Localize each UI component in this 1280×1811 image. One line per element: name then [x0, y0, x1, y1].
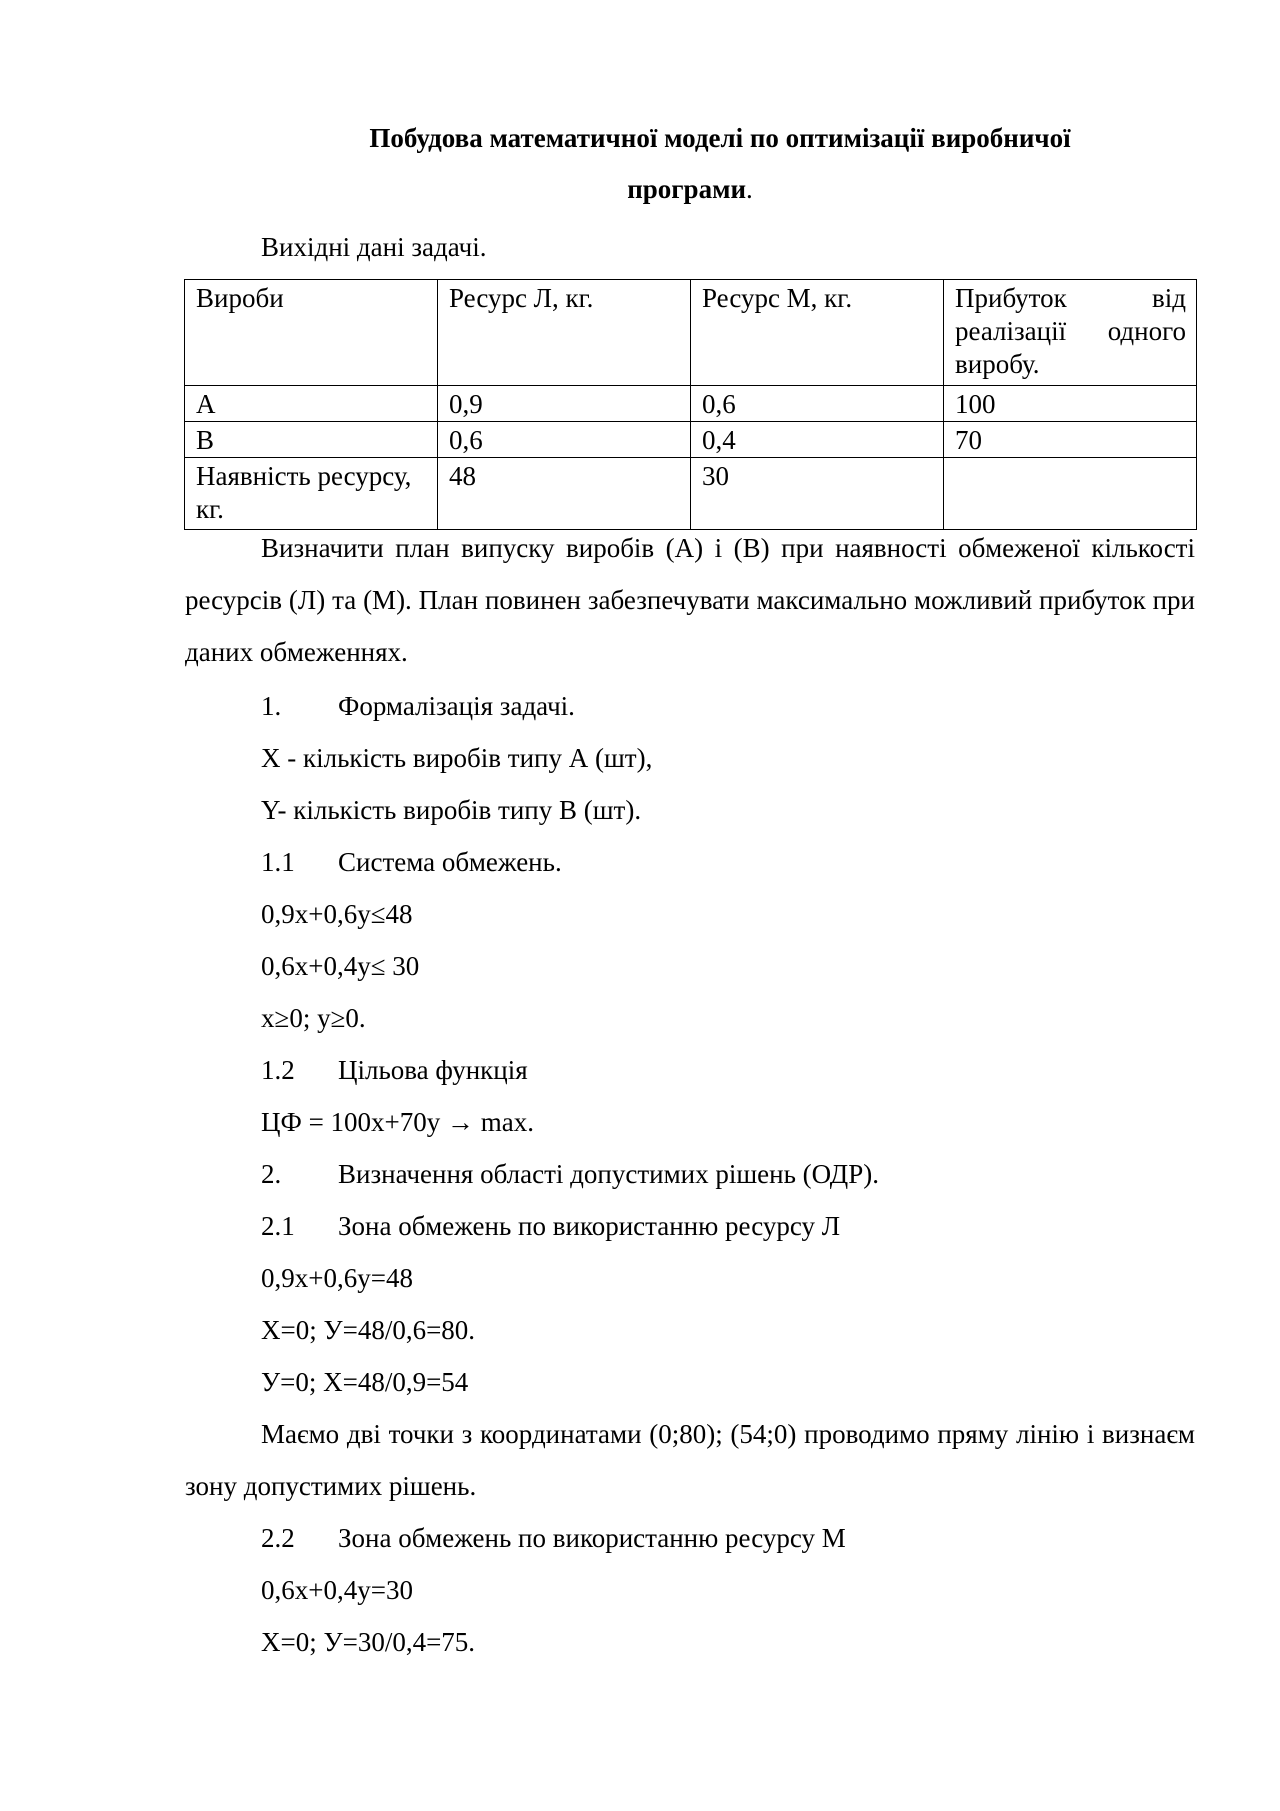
table-cell: 0,6 — [438, 422, 691, 458]
table-cell: 0,4 — [691, 422, 944, 458]
table-row — [185, 458, 1197, 530]
document-title-line1: Побудова математичної моделі по оптимізації виробничої — [369, 123, 1071, 153]
document-title-period: . — [746, 174, 753, 204]
constraint-1: 0,9x+0,6y≤48 — [261, 899, 413, 929]
table-cell: 48 — [438, 458, 691, 530]
section-number: 1. — [261, 691, 282, 721]
section-number: 1.2 — [261, 1055, 295, 1085]
constraint-2: 0,6x+0,4y≤ 30 — [261, 951, 420, 981]
section-number: 2.1 — [261, 1211, 295, 1241]
objective-function: ЦФ = 100x+70y → max. — [261, 1107, 535, 1137]
task-paragraph: Визначити план випуску виробів (А) і (В) при наявності обмеженої кількості ресурсів (Л) та (М). План повинен забезпечувати максимально можливий прибуток при даних обмеженнях. — [185, 533, 1195, 667]
section-number: 2.2 — [261, 1523, 295, 1553]
header-cell-profit: Прибуток від реалізації одного виробу. — [944, 280, 1197, 386]
header-cell-resource-l: Ресурс Л, кг. — [438, 280, 691, 386]
table-header-row — [185, 280, 1197, 386]
input-data-table — [184, 279, 1197, 530]
point-l-2: У=0; X=48/0,9=54 — [261, 1367, 469, 1397]
table-cell: 30 — [691, 458, 944, 530]
header-cell-products: Вироби — [185, 280, 438, 386]
intro-text: Вихідні дані задачі. — [261, 232, 487, 262]
table-row — [185, 422, 1197, 458]
section-2-heading — [261, 1157, 879, 1191]
table-cell: В — [185, 422, 438, 458]
section-number: 2. — [261, 1159, 282, 1189]
section-2-1-heading — [261, 1209, 840, 1243]
table-cell: 0,6 — [691, 386, 944, 422]
section-2-2-heading — [261, 1521, 846, 1555]
section-number: 1.1 — [261, 847, 295, 877]
variable-y-definition: Y- кількість виробів типу В (шт). — [261, 795, 642, 825]
point-m-1: X=0; У=30/0,4=75. — [261, 1627, 476, 1657]
section-title: Формалізація задачі. — [338, 691, 575, 721]
document-title-word: програми — [627, 174, 747, 204]
table-cell: 70 — [944, 422, 1197, 458]
constraint-nonnegative: x≥0; y≥0. — [261, 1003, 366, 1033]
section-title: Зона обмежень по використанню ресурсу М — [338, 1523, 846, 1553]
table-cell: 100 — [944, 386, 1197, 422]
variable-x-definition: X - кількість виробів типу А (шт), — [261, 743, 653, 773]
table-cell: Наявність ресурсу, кг. — [185, 458, 438, 530]
point-l-1: X=0; У=48/0,6=80. — [261, 1315, 476, 1345]
document-title-line2 — [185, 174, 1195, 205]
section-1-heading — [261, 689, 575, 723]
header-cell-resource-m: Ресурс М, кг. — [691, 280, 944, 386]
equation-resource-m: 0,6x+0,4y=30 — [261, 1575, 413, 1605]
section-title: Зона обмежень по використанню ресурсу Л — [338, 1211, 841, 1241]
section-1-2-heading — [261, 1053, 528, 1087]
table-cell — [944, 458, 1197, 530]
table-cell: А — [185, 386, 438, 422]
equation-resource-l: 0,9x+0,6y=48 — [261, 1263, 413, 1293]
line-l-paragraph: Маємо дві точки з координатами (0;80); (54;0) проводимо пряму лінію і визнаєм зону допустимих рішень. — [185, 1419, 1195, 1501]
section-title: Система обмежень. — [338, 847, 562, 877]
table-cell: 0,9 — [438, 386, 691, 422]
section-1-1-heading — [261, 845, 562, 879]
section-title: Визначення області допустимих рішень (ОДР). — [338, 1159, 879, 1189]
section-title: Цільова функція — [338, 1055, 528, 1085]
table-row — [185, 386, 1197, 422]
